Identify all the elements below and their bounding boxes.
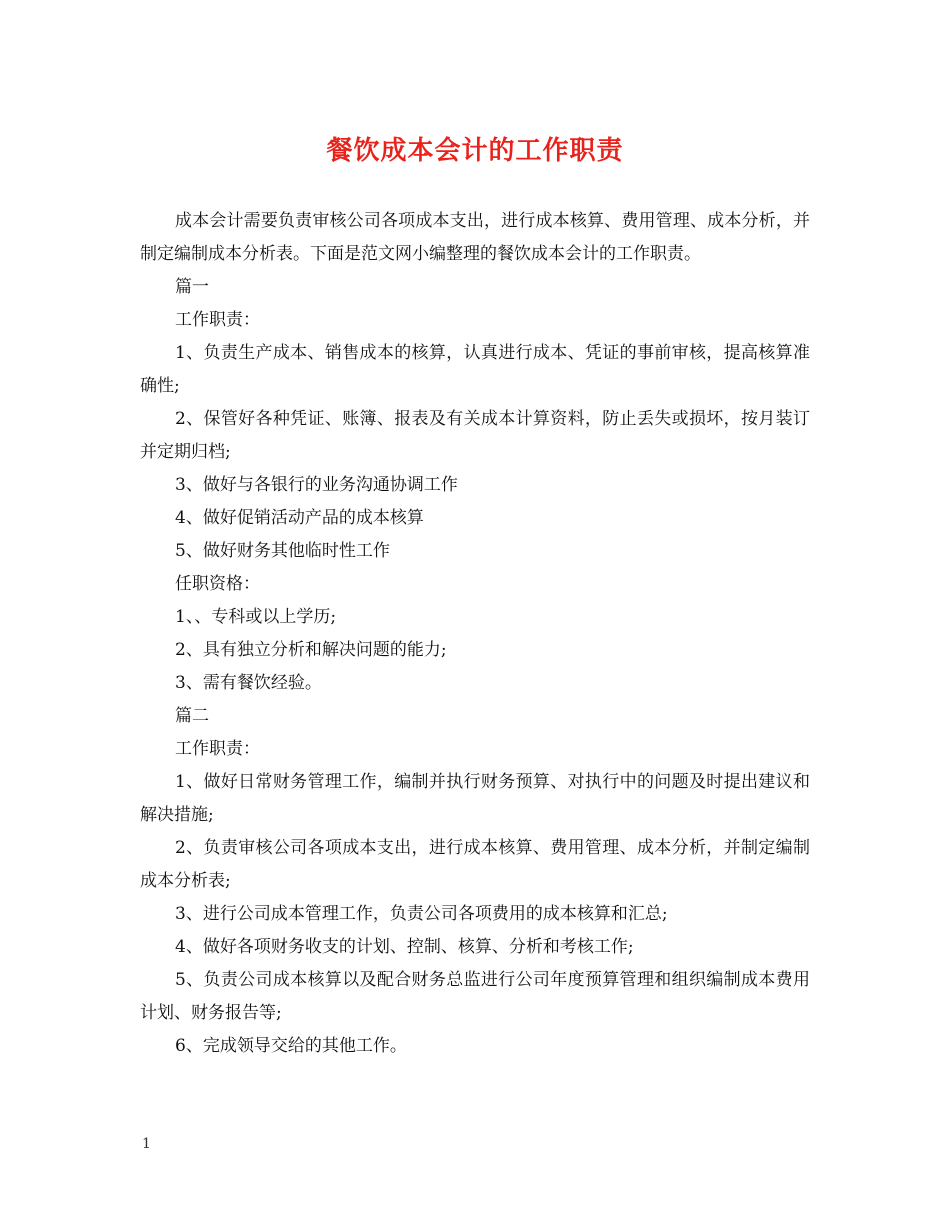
qualification-item: 1、、专科或以上学历; [175,607,337,627]
duty-item: 2、负责审核公司各项成本支出，进行成本核算、费用管理、成本分析，并制定编制成本分析表; [140,838,810,891]
document-title: 餐饮成本会计的工作职责 [326,136,624,166]
section-heading-part-two: 篇二 [175,706,209,726]
intro-paragraph: 成本会计需要负责审核公司各项成本支出，进行成本核算、费用管理、成本分析，并制定编制成本分析表。下面是范文网小编整理的餐饮成本会计的工作职责。 [140,211,810,264]
duty-item: 5、负责公司成本核算以及配合财务总监进行公司年度预算管理和组织编制成本费用计划、财务报告等; [140,970,810,1023]
duty-item: 3、做好与各银行的业务沟通协调工作 [175,475,458,495]
subheading-duties: 工作职责： [175,739,260,759]
subheading-qualifications: 任职资格： [175,574,260,594]
page-number: 1 [142,1136,151,1152]
duty-item: 5、做好财务其他临时性工作 [175,541,390,561]
duty-item: 4、做好促销活动产品的成本核算 [175,508,424,528]
document-body [140,205,810,1063]
duty-item: 1、负责生产成本、销售成本的核算，认真进行成本、凭证的事前审核，提高核算准确性; [140,343,810,396]
qualification-item: 2、具有独立分析和解决问题的能力; [175,640,447,660]
qualification-item: 3、需有餐饮经验。 [175,673,322,693]
duty-item: 3、进行公司成本管理工作，负责公司各项费用的成本核算和汇总; [175,904,668,924]
subheading-duties: 工作职责： [175,310,260,330]
section-heading-part-one: 篇一 [175,277,209,297]
duty-item: 1、做好日常财务管理工作，编制并执行财务预算、对执行中的问题及时提出建议和解决措施; [140,772,810,825]
duty-item: 2、保管好各种凭证、账簿、报表及有关成本计算资料，防止丢失或损坏，按月装订并定期归档; [140,409,810,462]
duty-item: 4、做好各项财务收支的计划、控制、核算、分析和考核工作; [175,937,634,957]
duty-item: 6、完成领导交给的其他工作。 [175,1036,407,1056]
